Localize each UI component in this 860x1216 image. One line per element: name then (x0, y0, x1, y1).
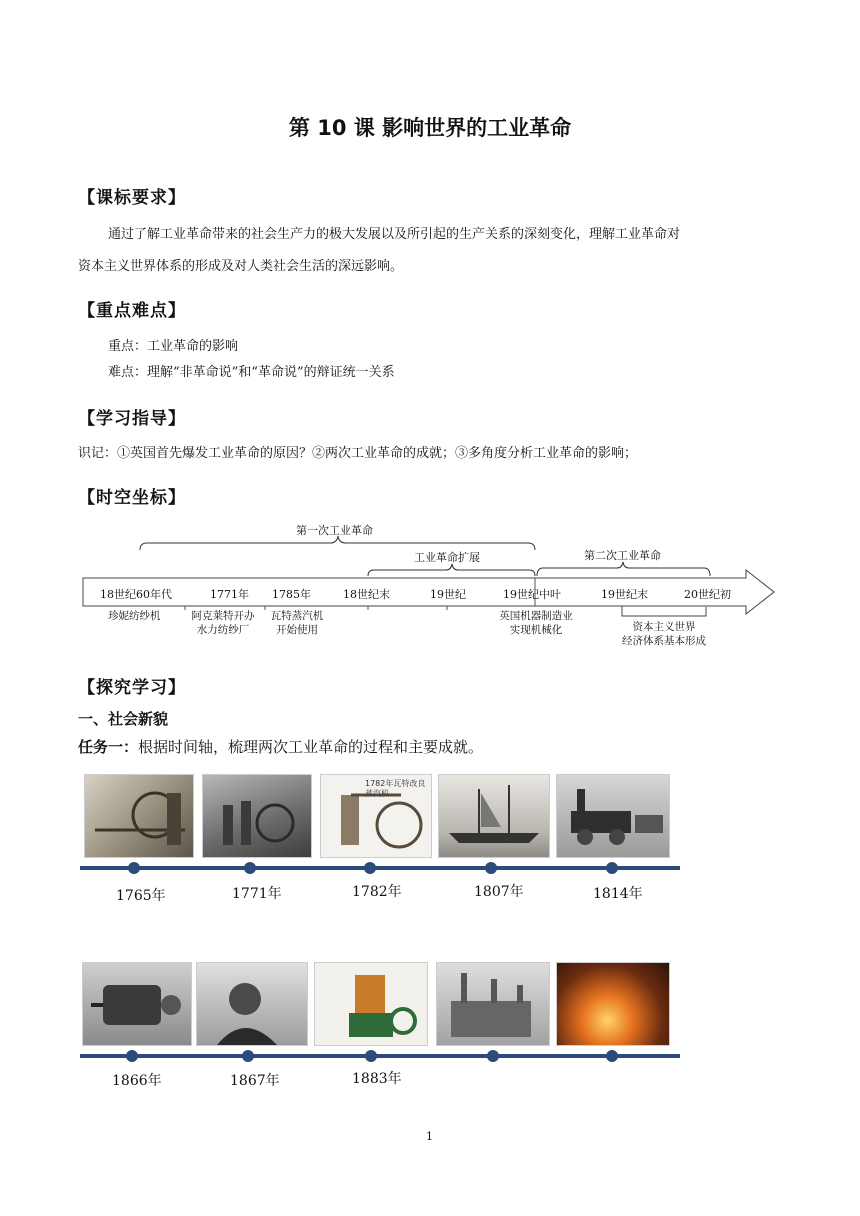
water-frame-mill-image (202, 774, 312, 858)
year-1867: 1867年 (230, 1073, 280, 1089)
tick-1771: 1771年 (210, 588, 249, 601)
nobel-portrait-image (196, 962, 308, 1046)
note-watt (264, 609, 330, 637)
guide-text: 识记：①英国首先爆发工业革命的原因？②两次工业革命的成就；③多角度分析工业革命的影响； (78, 446, 638, 461)
note-arkwright-1: 阿克莱特开办 (191, 610, 255, 622)
row2-axis (0, 1046, 860, 1066)
industrial-plant-image (436, 962, 550, 1046)
timeline-arrow (83, 570, 774, 614)
section-inquiry: 【探究学习】 (78, 678, 186, 698)
section-key-points: 【重点难点】 (78, 301, 186, 321)
task-text: 根据时间轴，梳理两次工业革命的过程和主要成就。 (138, 738, 484, 756)
note-capitalism (612, 620, 716, 648)
tick-1760s: 18世纪60年代 (100, 588, 172, 601)
year-1765: 1765年 (116, 888, 166, 904)
tick-late-19c: 19世纪末 (601, 588, 648, 601)
era-timeline (0, 510, 860, 660)
section-curriculum: 【课标要求】 (78, 188, 186, 208)
year-1807: 1807年 (474, 884, 524, 900)
subheading-society: 一、社会新貌 (78, 710, 169, 728)
tick-1785: 1785年 (272, 588, 311, 601)
watt-steam-engine-image (320, 774, 432, 858)
steel-furnace-image (556, 962, 670, 1046)
note-watt-2: 开始使用 (276, 624, 318, 636)
note-jenny: 珍妮纺纱机 (108, 610, 161, 622)
section-guide: 【学习指导】 (78, 409, 186, 429)
steam-engine-caption: 1782年瓦特改良蒸汽机 (365, 779, 426, 798)
year-1883: 1883年 (352, 1071, 402, 1087)
page-title: 第 10 课 影响世界的工业革命 (288, 116, 572, 140)
note-capitalism-2: 经济体系基本形成 (622, 635, 706, 647)
page-number: 1 (426, 1130, 433, 1143)
tick-late-18c: 18世纪末 (343, 588, 390, 601)
note-machine-industry-2: 实现机械化 (509, 624, 563, 636)
label-expansion: 工业革命扩展 (414, 551, 480, 564)
curriculum-line-2: 资本主义世界体系的形成及对人类社会生活的深远影响。 (78, 259, 404, 274)
tick-early-20c: 20世纪初 (684, 588, 731, 601)
year-1866: 1866年 (112, 1073, 162, 1089)
year-1771: 1771年 (232, 886, 282, 902)
brace-first-revolution (140, 536, 535, 550)
row1-axis (0, 858, 860, 878)
note-machine-industry-1: 英国机器制造业 (499, 610, 573, 622)
note-machine-industry (490, 609, 582, 637)
label-second-revolution: 第二次工业革命 (584, 549, 661, 562)
tick-19c: 19世纪 (430, 588, 466, 601)
brace-expansion (368, 564, 535, 576)
section-timeline: 【时空坐标】 (78, 488, 186, 508)
note-arkwright-2: 水力纺纱厂 (196, 624, 250, 636)
label-first-revolution: 第一次工业革命 (296, 524, 373, 537)
steamboat-image (438, 774, 550, 858)
generator-image (82, 962, 192, 1046)
task-one (78, 736, 483, 757)
note-watt-1: 瓦特蒸汽机 (270, 610, 324, 622)
year-1814: 1814年 (593, 886, 643, 902)
task-label: 任务一： (78, 738, 139, 756)
curriculum-line-1: 通过了解工业革命带来的社会生产力的极大发展以及所引起的生产关系的深刻变化，理解工业革命对 (108, 227, 681, 242)
locomotive-image (556, 774, 670, 858)
note-bracket (622, 607, 706, 616)
year-1782: 1782年 (352, 884, 402, 900)
note-capitalism-1: 资本主义世界 (632, 621, 696, 633)
tick-mid-19c: 19世纪中叶 (503, 588, 561, 601)
engine-1883-image (314, 962, 428, 1046)
spinning-jenny-image (84, 774, 194, 858)
key-point: 重点：工业革命的影响 (108, 339, 239, 354)
difficult-point: 难点：理解“非革命说”和“革命说”的辩证统一关系 (108, 365, 395, 380)
brace-second-revolution (537, 562, 710, 576)
note-arkwright (183, 609, 263, 637)
